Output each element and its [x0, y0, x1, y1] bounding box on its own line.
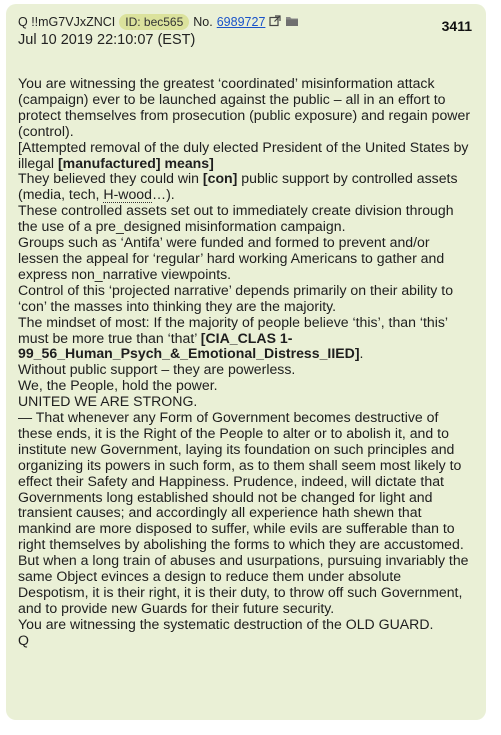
body-bold-text: [manufactured] means]	[57, 154, 214, 171]
body-paragraph-6: Control of this ‘projected narrative’ depends primarily on their ability to ‘con’ the masses into thinking they are the majority.	[18, 281, 454, 314]
poster-id-badge[interactable]: ID: bec565	[119, 14, 189, 30]
body-paragraph-2	[18, 140, 474, 172]
body-paragraph-3	[18, 171, 474, 203]
body-paragraph-7	[18, 315, 474, 363]
body-paragraph-10: UNITED WE ARE STRONG.	[18, 393, 198, 410]
body-text: They believed they could win	[18, 170, 203, 187]
body-paragraph-9: We, the People, hold the power.	[18, 377, 218, 394]
body-bold-text: [CIA_CLAS 1-99_56_Human_Psych_&_Emotional_Distress_IIED]	[18, 329, 360, 362]
body-paragraph-13: Q	[18, 631, 29, 648]
post-number-label: No.	[193, 15, 213, 29]
post-number-link[interactable]: 6989727	[216, 15, 266, 29]
body-paragraph-11: — That whenever any Form of Government becomes destructive of these ends, it is the Right of the People to alter or to abolish it, and to institute new Government, laying its foundation on such principles and organizing its powers in such form, as to them shall seem most likely to effect their Safety and Happiness. Prudence, indeed, will dictate that Governments long established should not be changed for light and transient causes; and accordingly all experience hath shewn that mankind are more disposed to suffer, while evils are sufferable than to right themselves by abolishing the forms to which they are accustomed. But when a long train of abuses and usurpations, pursuing invariably the same Object evinces a design to reduce them under absolute Despotism, it is their right, it is their duty, to throw off such Government, and to provide new Guards for their future security.	[18, 409, 469, 616]
body-text: public support by controlled assets (media, tech,	[18, 170, 458, 203]
body-paragraph-5: Groups such as ‘Antifa’ were funded and formed to prevent and/or lessen the appeal for ‘regular’ hard working Americans to gather and express non_narrative viewpoints.	[18, 234, 445, 282]
abbreviation-hwood[interactable]: H-wood	[103, 186, 152, 203]
body-paragraph-1: You are witnessing the greatest ‘coordinated’ misinformation attack (campaign) ever to be launched against the public – all in an effort to protect themselves from prosecution (public exposure) and regain power (control).	[18, 75, 471, 139]
external-link-icon[interactable]	[269, 15, 281, 30]
poster-name: Q !!mG7VJxZNCI	[18, 15, 116, 29]
post-header	[6, 4, 486, 54]
post-container	[6, 4, 486, 720]
body-text: The mindset of most: If the majority of people believe ‘this’, than ‘this’ must be more true than ‘that’	[18, 313, 448, 346]
post-count: 3411	[441, 18, 472, 34]
post-body	[6, 54, 486, 649]
body-paragraph-12: You are witnessing the systematic destruction of the OLD GUARD.	[18, 615, 434, 632]
post-header-line	[18, 14, 476, 30]
body-paragraph-8: Without public support – they are powerless.	[18, 361, 296, 378]
folder-icon[interactable]	[285, 15, 299, 30]
body-paragraph-4: These controlled assets set out to immediately create division through the use of a pre_designed misinformation campaign.	[18, 202, 454, 235]
body-text: .	[359, 345, 364, 362]
body-text: [Attempted removal of the duly elected President of the United States by illegal	[18, 138, 469, 171]
body-text: …).	[151, 186, 175, 203]
body-bold-text: [con]	[202, 170, 238, 187]
post-date: Jul 10 2019 22:10:07 (EST)	[18, 32, 196, 48]
